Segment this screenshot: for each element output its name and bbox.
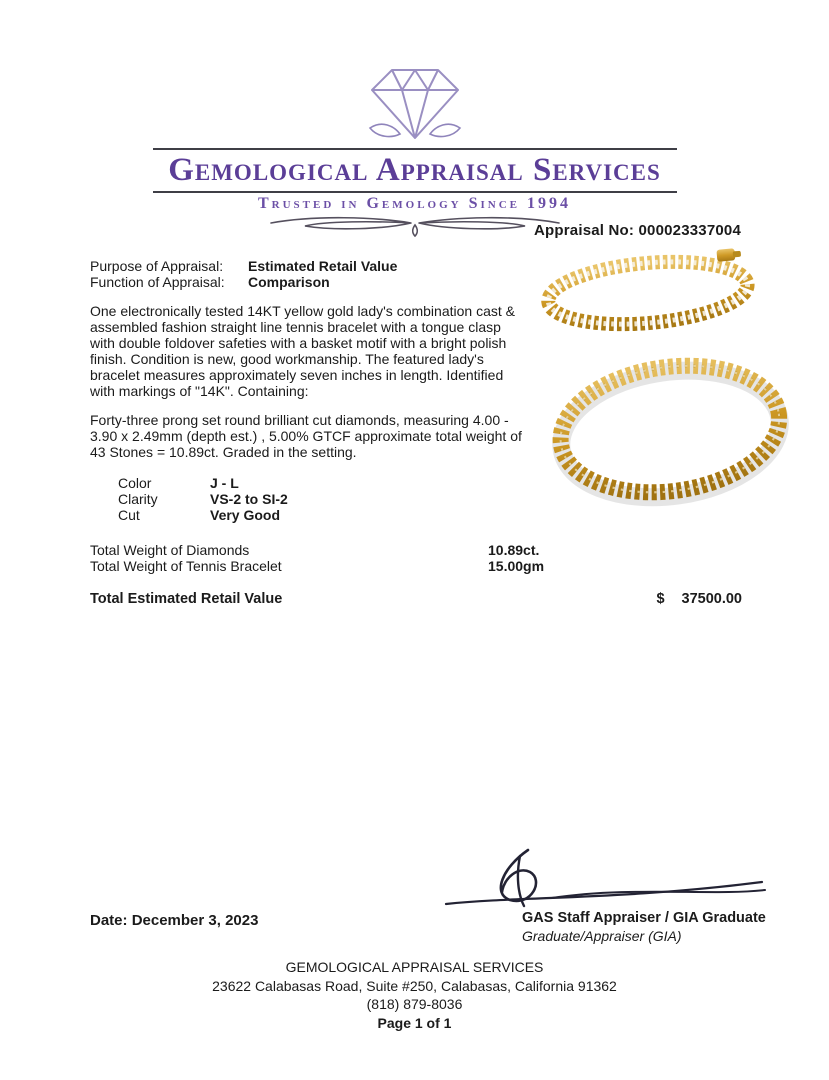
header-rule-top xyxy=(153,148,677,150)
total-value xyxy=(656,591,742,607)
grade-value: Very Good xyxy=(210,507,281,523)
diamond-logo-icon xyxy=(360,62,470,144)
footer-company-name: GEMOLOGICAL APPRAISAL SERVICES xyxy=(285,959,544,975)
weight-table xyxy=(90,542,742,574)
footer xyxy=(0,958,829,1032)
appraiser-title: GAS Staff Appraiser / GIA Graduate xyxy=(522,910,766,926)
weight-row-diamonds xyxy=(90,542,742,558)
appraiser-subtitle: Graduate/Appraiser (GIA) xyxy=(522,928,682,944)
brand-tagline: Trusted in Gemology Since 1994 xyxy=(257,194,572,212)
purpose-value: Estimated Retail Value xyxy=(248,258,398,274)
bracelet-photo-bottom xyxy=(546,350,794,510)
flourish-icon xyxy=(265,213,565,239)
grade-label: Color xyxy=(118,475,152,491)
appraisal-number-value: 000023337004 xyxy=(638,222,741,239)
weight-value: 10.89ct. xyxy=(488,542,540,558)
purpose-label: Purpose of Appraisal: xyxy=(90,258,224,274)
diamond-details: Forty-three prong set round brilliant cut diamonds, measuring 4.00 - 3.90 x 2.49mm (depth est.) , 5.00% GTCF approximate total weight of 43 Stones = 10.89ct. Graded in the setting. xyxy=(90,412,522,460)
function-label: Function of Appraisal: xyxy=(90,274,225,290)
appraisal-number-label: Appraisal No: xyxy=(533,222,635,239)
brand-name: Gemological Appraisal Services xyxy=(168,152,661,188)
weight-label: Total Weight of Tennis Bracelet xyxy=(90,558,282,574)
weight-label: Total Weight of Diamonds xyxy=(90,542,250,558)
grade-value: VS-2 to SI-2 xyxy=(210,491,288,507)
date-line xyxy=(90,912,258,929)
function-value: Comparison xyxy=(248,274,330,290)
appraisal-number xyxy=(534,222,741,239)
grade-value: J - L xyxy=(210,475,239,491)
appraiser-block xyxy=(522,910,766,944)
grade-label: Clarity xyxy=(118,491,158,507)
total-label: Total Estimated Retail Value xyxy=(90,591,283,607)
date-value: December 3, 2023 xyxy=(131,912,259,929)
footer-address: 23622 Calabasas Road, Suite #250, Calabasas, California 91362 xyxy=(212,977,617,994)
total-amount: 37500.00 xyxy=(681,591,742,607)
header xyxy=(145,62,685,239)
item-description: One electronically tested 14KT yellow gold lady's combination cast & assembled fashion straight line tennis bracelet with a tongue clasp with double foldover safeties with a basket motif with a bright polish finish. Condition is new, good workmanship. The featured lady's bracelet measures approximately seven inches in length. Identified with markings of "14K". Containing: xyxy=(90,303,515,399)
weight-value: 15.00gm xyxy=(488,558,545,574)
date-label: Date: xyxy=(90,912,128,929)
grade-label: Cut xyxy=(118,507,140,523)
weight-row-bracelet xyxy=(90,558,742,574)
total-retail-value-row xyxy=(90,591,742,607)
footer-page-number: Page 1 of 1 xyxy=(377,1014,452,1031)
footer-phone: (818) 879-8036 xyxy=(366,996,463,1012)
header-rule-mid xyxy=(153,191,677,193)
bracelet-photo-top xyxy=(534,246,762,342)
currency-symbol: $ xyxy=(656,591,665,607)
